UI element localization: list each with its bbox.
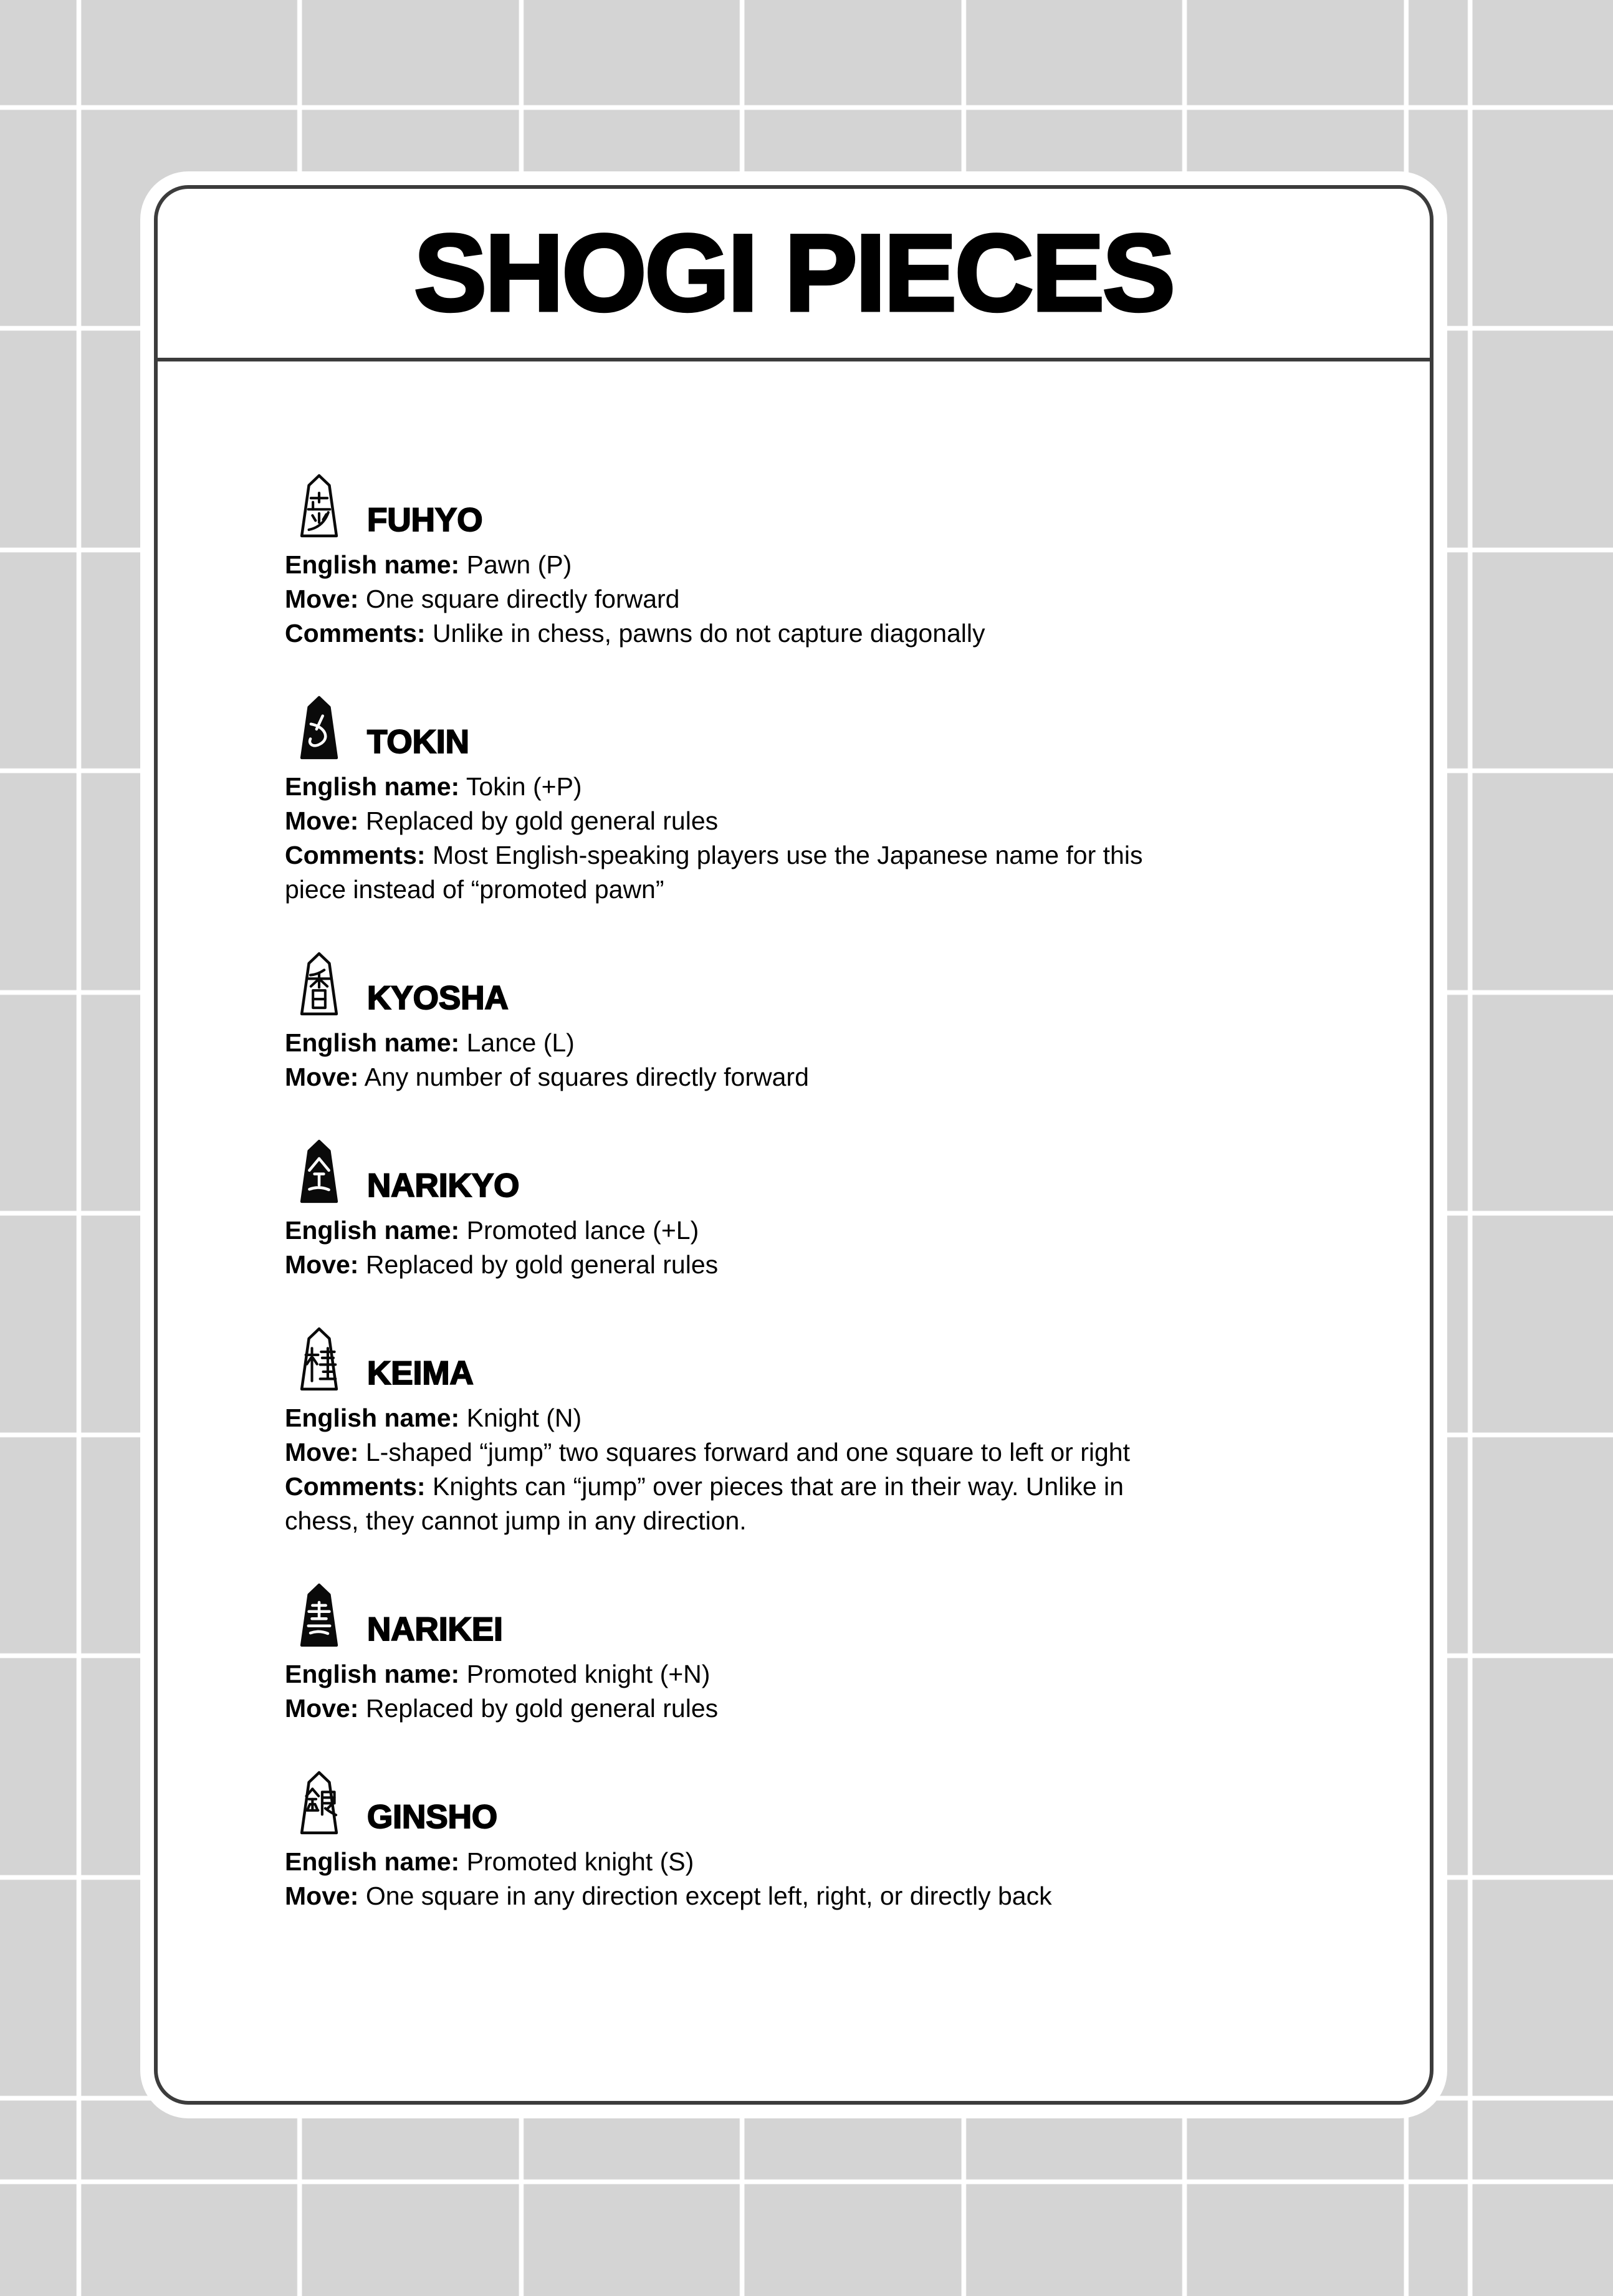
move-value: One square in any direction except left, right, or directly back xyxy=(365,1882,1052,1910)
comments-value: Knights can “jump” over pieces that are in their way. Unlike in chess, they cannot jump in any direction. xyxy=(285,1472,1124,1535)
piece-head xyxy=(294,1138,1305,1205)
move-label: Move: xyxy=(285,1250,359,1279)
piece-section-narikyo xyxy=(285,1138,1305,1282)
english-name-line xyxy=(285,548,1189,582)
move-label: Move: xyxy=(285,1694,359,1723)
comments-line xyxy=(285,616,1189,651)
card-header xyxy=(158,189,1430,361)
piece-section-kyosha xyxy=(285,950,1305,1094)
move-label: Move: xyxy=(285,806,359,835)
move-value: Replaced by gold general rules xyxy=(365,1694,719,1723)
english-name-value: Tokin (+P) xyxy=(466,772,582,801)
tokin-promoted-pawn-piece-icon xyxy=(294,694,345,761)
piece-name: KEIMA xyxy=(367,1355,474,1392)
english-name-line xyxy=(285,770,1189,804)
piece-head xyxy=(294,950,1305,1017)
piece-name: FUHYO xyxy=(367,502,483,538)
move-value: One square directly forward xyxy=(365,585,680,613)
english-name-label: English name: xyxy=(285,772,460,801)
narikei-promoted-knight-piece-icon xyxy=(294,1582,345,1648)
shogi-card xyxy=(154,185,1434,2105)
comments-label: Comments: xyxy=(285,1472,426,1501)
move-value: Replaced by gold general rules xyxy=(365,1250,719,1279)
piece-name: KYOSHA xyxy=(367,980,509,1016)
english-name-value: Promoted lance (+L) xyxy=(466,1216,699,1245)
move-line xyxy=(285,1248,1189,1282)
piece-section-tokin xyxy=(285,694,1305,907)
piece-section-fuhyo xyxy=(285,472,1305,651)
piece-head xyxy=(294,1582,1305,1648)
move-label: Move: xyxy=(285,1882,359,1910)
english-name-value: Promoted knight (+N) xyxy=(466,1660,711,1688)
move-line xyxy=(285,1435,1189,1470)
english-name-line xyxy=(285,1026,1189,1060)
english-name-label: English name: xyxy=(285,1216,460,1245)
piece-head xyxy=(294,472,1305,539)
comments-value: Most English-speaking players use the Japanese name for this piece instead of “promoted pawn” xyxy=(285,841,1143,904)
move-line xyxy=(285,1879,1189,1913)
move-value: Any number of squares directly forward xyxy=(364,1063,809,1091)
english-name-value: Lance (L) xyxy=(466,1028,575,1057)
english-name-label: English name: xyxy=(285,1404,460,1432)
comments-line xyxy=(285,838,1189,907)
english-name-value: Knight (N) xyxy=(466,1404,582,1432)
ginsho-silver-general-piece-icon xyxy=(294,1769,345,1836)
piece-section-keima xyxy=(285,1326,1305,1538)
move-label: Move: xyxy=(285,585,359,613)
piece-name: NARIKEI xyxy=(367,1611,503,1648)
comments-label: Comments: xyxy=(285,619,426,648)
move-label: Move: xyxy=(285,1063,359,1091)
piece-head xyxy=(294,1326,1305,1392)
move-label: Move: xyxy=(285,1438,359,1466)
english-name-line xyxy=(285,1845,1189,1879)
comments-line xyxy=(285,1470,1189,1538)
move-value: L-shaped “jump” two squares forward and one square to left or right xyxy=(365,1438,1130,1466)
kyosha-lance-piece-icon xyxy=(294,950,345,1017)
english-name-label: English name: xyxy=(285,1660,460,1688)
move-line xyxy=(285,1060,1189,1094)
english-name-label: English name: xyxy=(285,1847,460,1876)
piece-head xyxy=(294,1769,1305,1836)
fuhyo-pawn-piece-icon xyxy=(294,472,345,539)
move-line xyxy=(285,1691,1189,1726)
english-name-line xyxy=(285,1213,1189,1248)
move-value: Replaced by gold general rules xyxy=(365,806,719,835)
move-line xyxy=(285,804,1189,838)
english-name-value: Pawn (P) xyxy=(466,550,572,579)
comments-label: Comments: xyxy=(285,841,426,869)
english-name-line xyxy=(285,1401,1189,1435)
english-name-value: Promoted knight (S) xyxy=(466,1847,694,1876)
page-title: SHOGI PIECES xyxy=(414,213,1174,334)
english-name-label: English name: xyxy=(285,550,460,579)
narikyo-promoted-lance-piece-icon xyxy=(294,1138,345,1205)
piece-name: TOKIN xyxy=(367,724,469,760)
english-name-label: English name: xyxy=(285,1028,460,1057)
piece-name: NARIKYO xyxy=(367,1167,520,1204)
english-name-line xyxy=(285,1657,1189,1691)
card-body xyxy=(158,361,1430,1913)
keima-knight-piece-icon xyxy=(294,1326,345,1392)
piece-head xyxy=(294,694,1305,761)
comments-value: Unlike in chess, pawns do not capture diagonally xyxy=(432,619,985,648)
move-line xyxy=(285,582,1189,616)
piece-name: GINSHO xyxy=(367,1799,498,1835)
piece-section-narikei xyxy=(285,1582,1305,1726)
piece-section-ginsho xyxy=(285,1769,1305,1913)
